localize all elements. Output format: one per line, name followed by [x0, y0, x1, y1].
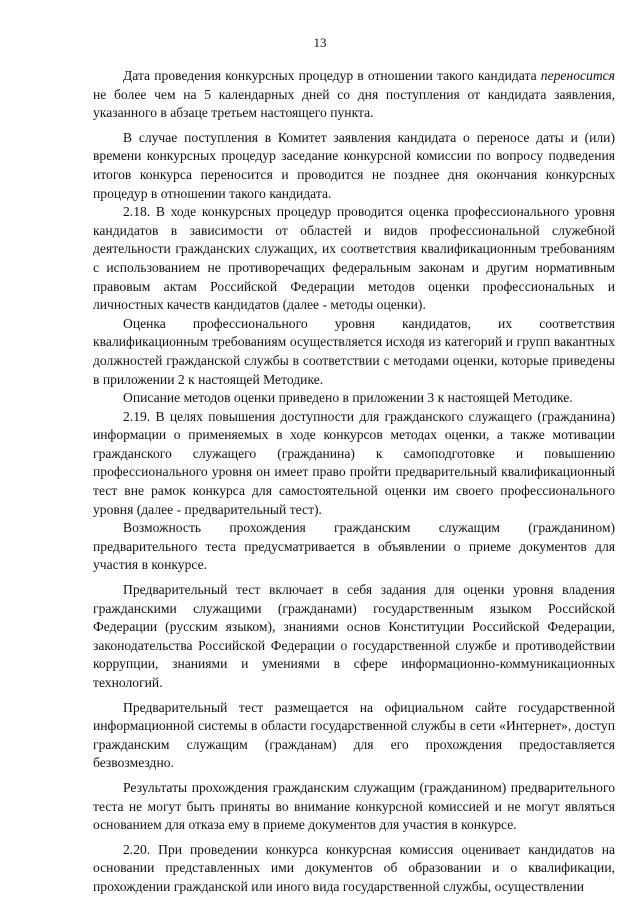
paragraph-rescheduled-date	[93, 67, 615, 123]
paragraph-test-placement: Предварительный тест размещается на официальном сайте государственной информационной системы в области государственной службы в сети «Интернет», доступ гражданским служащим (гражданам) для его прохождения предоставляется безвозмездно.	[93, 699, 615, 771]
paragraph-test-contents: Предварительный тест включает в себя задания для оценки уровня владения гражданскими служащими (гражданами) государственным языком Российской Федерации (русским языком), знаниями основ Конституции Российской Федерации, законодательства Российской Федерации о государственной службе и противодействии коррупции, знаниями и умениями в сфере информационно-коммуникационных технологий.	[93, 582, 615, 690]
emphasized-word: переносится	[540, 68, 615, 83]
paragraph-methods-description: Описание методов оценки приведено в приложении 3 к настоящей Методике.	[123, 390, 573, 406]
paragraph-assessment: Оценка профессионального уровня кандидатов, их соответствия квалификационным требованиям осуществляется исходя из категорий и групп вакантных должностей гражданской службы в соответствии с методами оценки, которые приведены в приложении 2 к настоящей Методике.	[93, 315, 615, 387]
page-number: 13	[313, 35, 327, 50]
paragraph-test-possibility: Возможность прохождения гражданским служащим (гражданином) предварительного теста предусматривается в объявлении о приеме документов для участия в конкурсе.	[93, 520, 615, 573]
paragraph-postponement: В случае поступления в Комитет заявления кандидата о переносе даты и (или) времени конкурсных процедур заседание конкурсной комиссии по вопросу подведения итогов конкурса переносится и проводится не позднее дня окончания конкурсных процедур в отношении такого кандидата.	[93, 129, 615, 201]
paragraph-test-results: Результаты прохождения гражданским служащим (гражданином) предварительного теста не могут быть приняты во внимание конкурсной комиссией и не могут являться основанием для отказа ему в приеме документов для участия в конкурсе.	[93, 779, 615, 833]
paragraph-2-20: 2.20. При проведении конкурса конкурсная комиссия оценивает кандидатов на основании представленных ими документов об образовании и о квалификации, прохождении гражданской или иного вида государственной службы, осуществлении	[93, 841, 615, 894]
paragraph-text: Дата проведения конкурсных процедур в отношении такого кандидата	[123, 68, 541, 83]
document-body	[93, 67, 615, 897]
paragraph-2-19: 2.19. В целях повышения доступности для гражданского служащего (гражданина) информации о применяемых в ходе конкурсов методах оценки, а также мотивации гражданского служащего (гражданина) к самоподготовке и повышению профессионального уровня он имеет право пройти предварительный квалификационный тест вне рамок конкурса для самостоятельной оценки им своего профессионального уровня (далее - предварительный тест).	[93, 408, 615, 517]
paragraph-2-18: 2.18. В ходе конкурсных процедур проводится оценка профессионального уровня кандидатов в зависимости от областей и видов профессиональной служебной деятельности гражданских служащих, их соответствия квалификационным требованиям с использованием не противоречащих федеральным законам и другим нормативным правовым актам Российской Федерации методов оценки профессиональных и личностных качеств кандидатов (далее - методы оценки).	[93, 204, 615, 313]
paragraph-text: не более чем на 5 календарных дней со дня поступления от кандидата заявления, указанного в абзаце третьем настоящего пункта.	[93, 86, 615, 121]
